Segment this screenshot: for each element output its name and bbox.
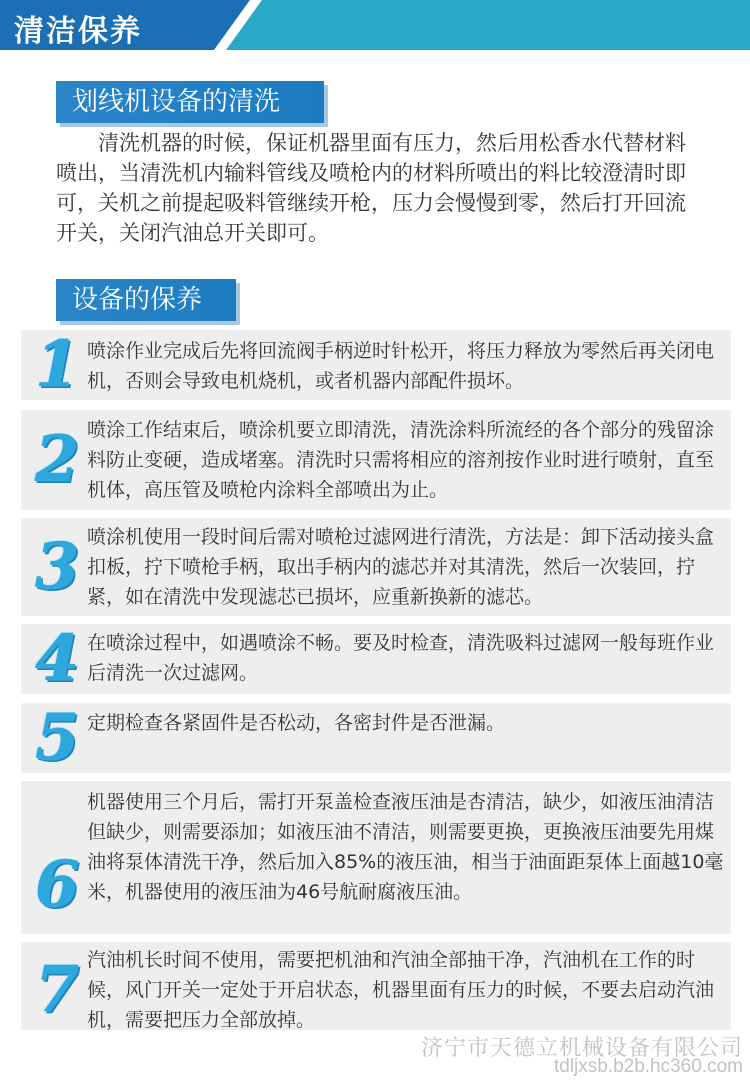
item-number: 3 <box>34 529 80 604</box>
item-number: 2 <box>34 422 80 497</box>
item-text: 在喷涂过程中，如遇喷涂不畅。要及时检查，清洗吸料过滤网一般每班作业后清洗一次过滤网。 <box>87 632 715 684</box>
maintenance-item-4 <box>21 621 731 696</box>
item-text: 喷涂作业完成后先将回流阀手柄逆时针松开，将压力释放为零然后再关闭电机，否则会导致电机烧机，或者机器内部配件损坏。 <box>87 340 715 392</box>
section-title-maintenance: 设备的保养 <box>56 279 236 321</box>
cleaning-paragraph: 清洗机器的时候，保证机器里面有压力，然后用松香水代替材料喷出，当清洗机内输料管线及喷枪内的材料所喷出的料比较澄清时即可，关机之前提起吸料管继续开枪，压力会慢慢到零，然后打开回流开关，关闭汽油总开关即可。 <box>56 131 686 245</box>
item-number: 4 <box>34 621 80 696</box>
item-text: 喷涂工作结束后，喷涂机要立即清洗，清洗涂料所流经的各个部分的残留涂料防止变硬，造成堵塞。清洗时只需将相应的溶剂按作业时进行喷射，直至机体，高压管及喷枪内涂料全部喷出为止。 <box>87 419 715 501</box>
maintenance-item-3 <box>21 518 731 616</box>
item-number: 6 <box>34 847 80 922</box>
maintenance-item-1 <box>21 327 731 402</box>
item-number: 7 <box>34 952 80 1027</box>
maintenance-item-2 <box>21 410 731 510</box>
header-banner <box>0 0 750 50</box>
item-text: 汽油机长时间不使用，需要把机油和汽油全部抽干净，汽油机在工作的时候，风门开关一定处于开启状态，机器里面有压力的时候，不要去启动汽油机，需要把压力全部放掉。 <box>87 949 715 1031</box>
section-title-cleaning: 划线机设备的清洗 <box>56 81 324 123</box>
item-number: 1 <box>34 327 80 402</box>
company-name: 济宁市天德立机械设备有限公司 <box>420 1036 743 1061</box>
item-text: 定期检查各紧固件是否松动，各密封件是否泄漏。 <box>87 712 506 734</box>
page-title: 清洁保养 <box>14 14 142 49</box>
item-text: 机器使用三个月后，需打开泵盖检查液压油是杏清洁，缺少，如液压油清洁但缺少，则需要添加；如液压油不清洁，则需要更换，更换液压油要先用煤油将泵体清洗干净，然后加入85%的液压油，相当于油面距泵体上面越10毫米，机器使用的液压油为46号航耐腐液压油。 <box>87 791 724 903</box>
item-number: 5 <box>34 700 80 775</box>
item-text: 喷涂机使用一段时间后需对喷枪过滤网进行清洗，方法是：卸下活动接头盒扣板，拧下喷枪手柄，取出手柄内的滤芯并对其清洗，然后一次装回，拧紧，如在清洗中发现滤芯已损坏，应重新换新的滤芯。 <box>87 526 715 608</box>
maintenance-item-5 <box>21 700 731 775</box>
site-url: tdljxsb.b2b.hc360.com <box>553 1056 743 1077</box>
maintenance-item-7 <box>21 942 731 1030</box>
maintenance-item-6 <box>21 781 731 934</box>
